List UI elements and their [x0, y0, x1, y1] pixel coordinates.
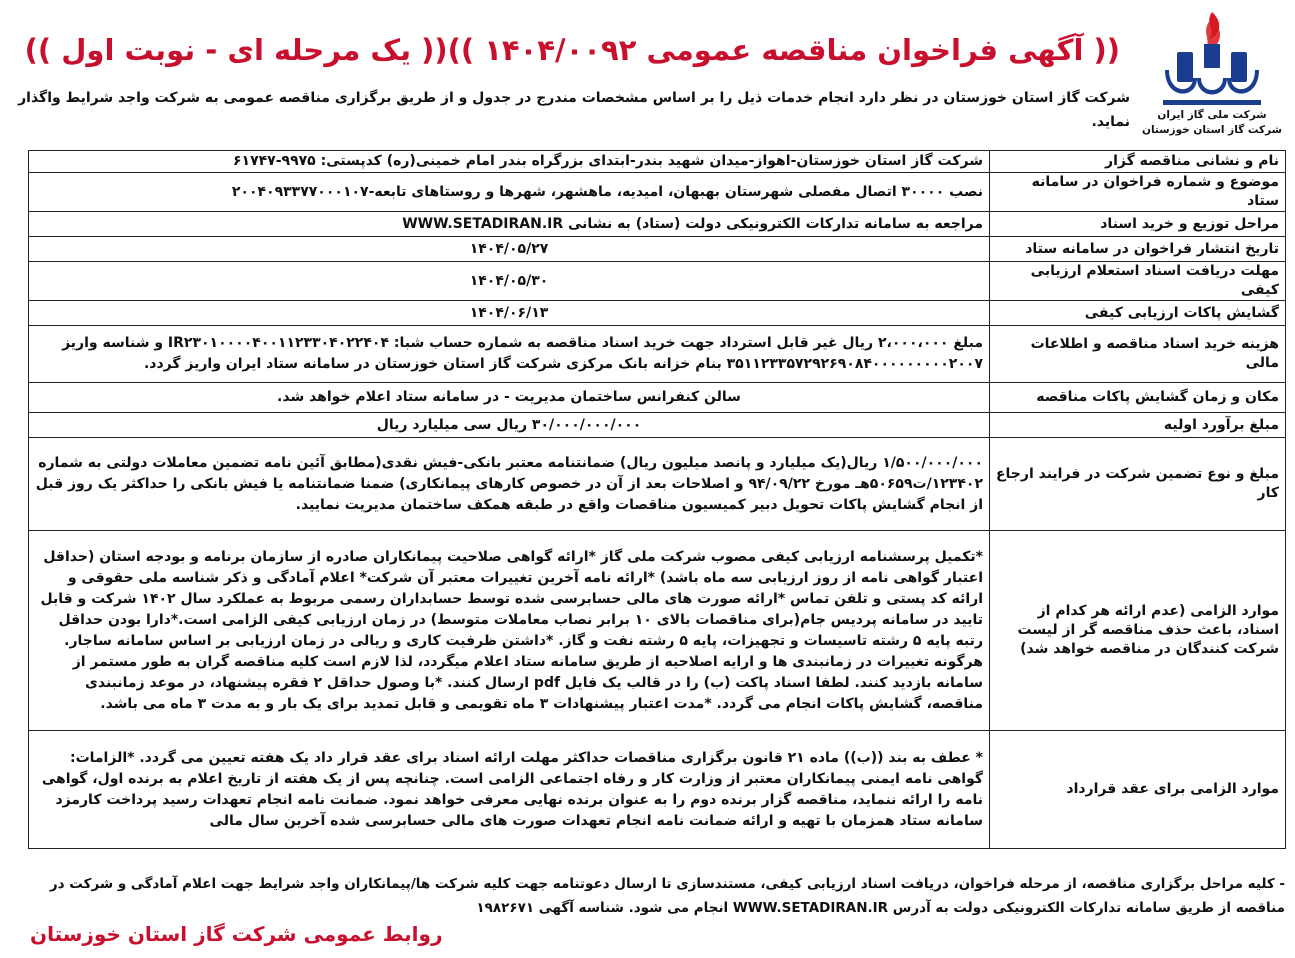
row-value: * عطف به بند ((ب)) ماده ۲۱ قانون برگزاری مناقصات حداکثر مهلت ارائه اسناد برای عقد قرار داد یک هفته تعیین می گردد. *الزامات: گواهی نامه ایمنی پیمانکاران معتبر از وزارت کار و رفاه اجتماعی الزامی است. چنانچه پس از یک هفته از تاریخ اعلام به برنده اول، گواهی نامه را ارائه ننماید، مناقصه گزار برنده دوم را به عنوان برنده نهایی معرفی خواهد نمود. ضمانت نامه انجام تعهدات رسید پرداخت کارمزد سامانه ستاد همزمان با تهیه و ارائه ضمانت نامه انجام تعهدات صورت های مالی حسابرسی شده آخرین سال مالی [29, 731, 990, 849]
row-value: سالن کنفرانس ساختمان مدیریت - در سامانه ستاد اعلام خواهد شد. [29, 383, 990, 413]
row-label: نام و نشانی مناقصه گزار [990, 151, 1286, 173]
table-row [29, 237, 1286, 262]
row-label: گشایش پاکات ارزیابی کیفی [990, 301, 1286, 326]
row-value: ۳۰/۰۰۰/۰۰۰/۰۰۰ ریال سی میلیارد ریال [29, 413, 990, 438]
row-value: شرکت گاز استان خوزستان-اهواز-میدان شهید بندر-ابتدای بزرگراه بندر امام خمینی(ره) کدپستی: ۹۹۷۵-۶۱۷۴۷ [29, 151, 990, 173]
row-value: مبلغ ۲،۰۰۰،۰۰۰ ریال غیر قابل استرداد جهت خرید اسناد مناقصه به شماره حساب شبا: IR۲۳۰۱۰۰۰۰۴۰۰۱۱۲۳۳۰۴۰۲۲۴۰۴ و شناسه واریز ۳۵۱۱۲۳۳۵۷۲۹۲۶۹۰۸۴۰۰۰۰۰۰۰۰۰۲۰۰۷ بنام خزانه بانک مرکزی شرکت گاز استان خوزستان در سامانه ستاد ایران واریز گردد. [29, 326, 990, 383]
row-label: موضوع و شماره فراخوان در سامانه ستاد [990, 173, 1286, 212]
row-label: مبلغ برآورد اولیه [990, 413, 1286, 438]
table-row [29, 151, 1286, 173]
table-row [29, 173, 1286, 212]
header [0, 0, 1295, 148]
logo-caption-khuzestan: شرکت گاز استان خوزستان [1142, 124, 1282, 136]
row-value: *تکمیل پرسشنامه ارزیابی کیفی مصوب شرکت ملی گاز *ارائه گواهی صلاحیت پیمانکاران صادره از سازمان برنامه و بودجه استان (حداقل اعتبار گواهی نامه از روز ارزیابی سه ماه باشد) *ارائه نامه آخرین تغییرات معتبر آن شرکت* اعلام آمادگی و ذکر شناسه ملی حقوقی و ارائه کد پستی و تلفن تماس *ارائه صورت های مالی حسابرسی شده توسط حسابداران رسمی مربوط به عملکرد سال ۱۴۰۲ شرکت و قابل تایید در سامانه پردیس جام(برای مناقصات بالای ۱۰ برابر نصاب معاملات متوسط) در زمان ارزیابی کیفی الزامی است.*دارا بودن حداقل رتبه پایه ۵ رشته تاسیسات و تجهیزات، پایه ۵ رشته نفت و گاز. *داشتن ظرفیت کاری و ریالی در زمان ارزیابی بر اساس سامانه ساجار. هرگونه تغییرات در زمانبندی ها و ارایه اصلاحیه از طریق سامانه ستاد اعلام میگردد، لذا لازم است کلیه مناقصه گران به طور مستمر از سامانه بازدید کنند. لطفا اسناد پاکت (ب) را در قالب یک فایل pdf ارسال کنند. *با وصول حداقل ۲ فقره پیشنهاد، در موعد زمانبندی مناقصه، گشایش پاکات انجام می گردد. *مدت اعتبار پیشنهادات ۳ ماه تقویمی و قابل تمدید برای یک بار و به مدت ۳ ماه می باشد. [29, 531, 990, 731]
company-logo [1137, 8, 1287, 142]
row-label: مراحل توزیع و خرید اسناد [990, 212, 1286, 237]
row-label: تاریخ انتشار فراخوان در سامانه ستاد [990, 237, 1286, 262]
table-row [29, 326, 1286, 383]
row-value: مراجعه به سامانه تدارکات الکترونیکی دولت (ستاد) به نشانی WWW.SETADIRAN.IR [29, 212, 990, 237]
row-label: هزینه خرید اسناد مناقصه و اطلاعات مالی [990, 326, 1286, 383]
row-label: موارد الزامی برای عقد قرارداد [990, 731, 1286, 849]
intro-text: شرکت گاز استان خوزستان در نظر دارد انجام خدمات ذیل را بر اساس مشخصات مندرج در جدول و از طریق برگزاری مناقصه عمومی به شرکت واجد شرایط واگذار نماید. [18, 90, 1130, 130]
page-title: (( آگهی فراخوان مناقصه عمومی ۱۴۰۴/۰۰۹۲ ))(( یک مرحله ای - نوبت اول )) [24, 33, 1120, 67]
table-row [29, 531, 1286, 731]
table-row [29, 262, 1286, 301]
row-value: ۱۴۰۴/۰۶/۱۳ [29, 301, 990, 326]
nigc-flame-logo-icon [1157, 8, 1267, 108]
tender-details-table [28, 150, 1286, 849]
table-row [29, 212, 1286, 237]
row-value: ۱/۵۰۰/۰۰۰/۰۰۰ ریال(یک میلیارد و پانصد میلیون ریال) ضمانتنامه معتبر بانکی-فیش نقدی(مطابق آئین نامه تضمین معاملات دولتی به شماره ۱۲۳۴۰۲/ت۵۰۶۵۹هـ مورخ ۹۴/۰۹/۲۲ و اصلاحات بعد از آن در خصوص کارهای پیمانکاری) ضمنا ضمانتنامه یا فیش بانکی را حداکثر یک روز قبل از انجام گشایش پاکات تحویل دبیر کمیسیون مناقصات واقع در طبقه همکف ساختمان مدیریت نمایید. [29, 438, 990, 531]
row-label: مکان و زمان گشایش پاکات مناقصه [990, 383, 1286, 413]
row-value: نصب ۳۰۰۰۰ اتصال مفصلی شهرستان بهبهان، امیدیه، ماهشهر، شهرها و روستاهای تابعه-۲۰۰۴۰۹۳۳۷۷۰۰۰۱۰۷ [29, 173, 990, 212]
row-label: موارد الزامی (عدم ارائه هر کدام از اسناد، باعث حذف مناقصه گر از لیست شرکت کنندگان در مناقصه خواهد شد) [990, 531, 1286, 731]
signature: روابط عمومی شرکت گاز استان خوزستان [30, 922, 443, 946]
logo-caption-nigc: شرکت ملی گاز ایران [1157, 109, 1267, 121]
row-label: مهلت دریافت اسناد استعلام ارزیابی کیفی [990, 262, 1286, 301]
table-row [29, 413, 1286, 438]
table-row [29, 731, 1286, 849]
row-label: مبلغ و نوع تضمین شرکت در فرایند ارجاع کار [990, 438, 1286, 531]
table-row [29, 301, 1286, 326]
footer-note: - کلیه مراحل برگزاری مناقصه، از مرحله فراخوان، دریافت اسناد ارزیابی کیفی، مستندسازی تا ارسال دعوتنامه جهت کلیه شرکت ها/پیمانکاران واجد شرایط جهت اعلام آمادگی و شرکت در مناقصه از طریق سامانه تدارکات الکترونیکی دولت به آدرس WWW.SETADIRAN.IR انجام می شود. شناسه آگهی ۱۹۸۲۶۷۱ [49, 876, 1285, 916]
row-value: ۱۴۰۴/۰۵/۳۰ [29, 262, 990, 301]
row-value: ۱۴۰۴/۰۵/۲۷ [29, 237, 990, 262]
table-row [29, 383, 1286, 413]
table-row [29, 438, 1286, 531]
